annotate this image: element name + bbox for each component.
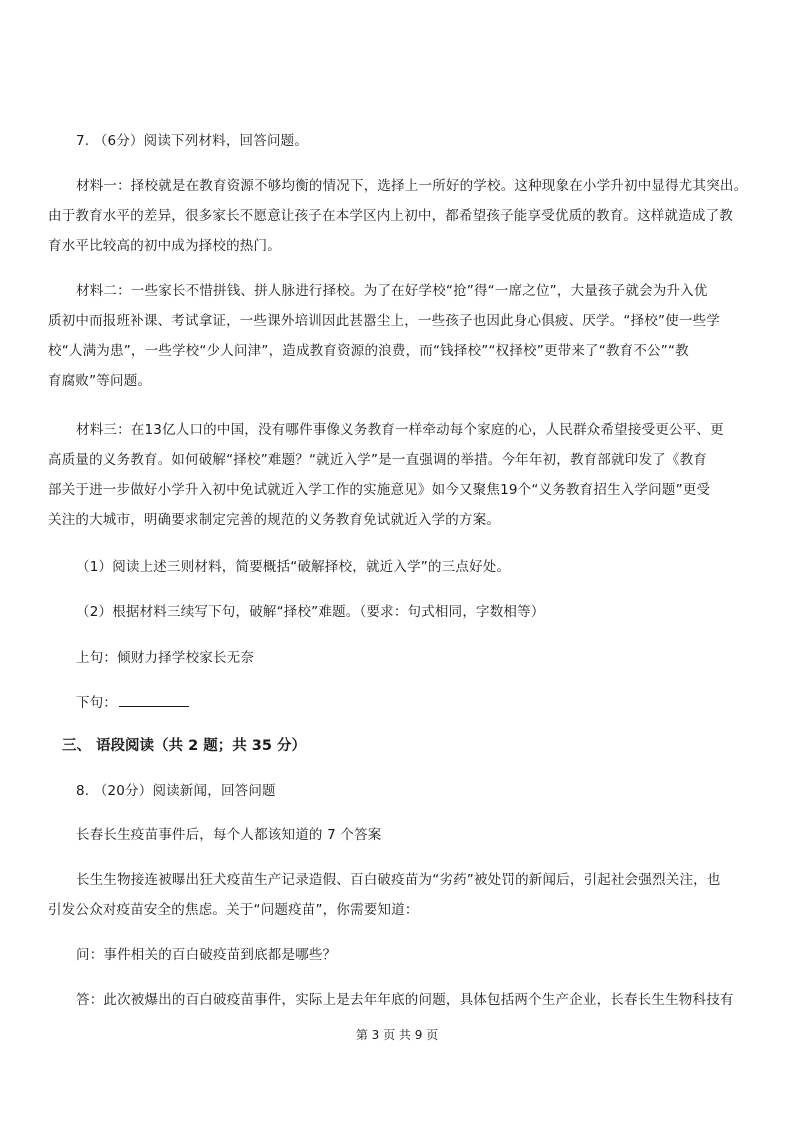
- material-2-line-4: 育腐败”等问题。: [48, 373, 152, 389]
- news-para-1-line-1: 长生生物接连被曝出狂犬疫苗生产记录造假、百白破疫苗为“劣药”被处罚的新闻后，引起社会强烈关注，也: [76, 872, 721, 888]
- material-2-line-1: 材料二：一些家长不惜拼钱、拼人脉进行择校。为了在好学校“抢”得“一席之位”，大量孩子就会为升入优: [76, 283, 708, 299]
- material-2-line-2: 质初中而报班补课、考试拿证，一些课外培训因此甚嚣尘上，一些孩子也因此身心俱疲、厌学。“择校”使一些学: [48, 313, 720, 329]
- lower-line: [76, 692, 189, 713]
- upper-line: 上句：倾财力择学校家长无奈: [76, 650, 255, 666]
- material-1-line-2: 由于教育水平的差异，很多家长不愿意让孩子在本学区内上初中，都希望孩子能享受优质的教育。这样就造成了教: [48, 208, 733, 224]
- news-para-1-line-2: 引发公众对疫苗安全的焦虑。关于“问题疫苗”，你需要知道：: [48, 902, 419, 918]
- section-3-heading: 三、 语段阅读（共 2 题；共 35 分）: [62, 738, 307, 754]
- material-3-line-3: 部关于进一步做好小学升入初中免试就近入学工作的实施意见》如今又聚焦19个“义务教育招生入学问题”更受: [48, 482, 711, 498]
- page-footer: 第 3 页 共 9 页: [355, 1028, 439, 1042]
- news-question: 问：事件相关的百白破疫苗到底都是哪些？: [76, 947, 337, 963]
- news-headline: 长春长生疫苗事件后，每个人都该知道的 7 个答案: [76, 827, 382, 843]
- material-3-line-2: 高质量的义务教育。如何破解“择校”难题？“就近入学”是一直强调的举措。今年年初，教育部就印发了《教育: [48, 452, 707, 468]
- material-1-line-3: 育水平比较高的初中成为择校的热门。: [48, 238, 281, 254]
- material-3-line-4: 关注的大城市，明确要求制定完善的规范的义务教育免试就近入学的方案。: [48, 512, 501, 528]
- material-3-line-1: 材料三：在13亿人口的中国，没有哪件事像义务教育一样牵动每个家庭的心，人民群众希望接受更公平、更: [76, 422, 724, 438]
- material-2-line-3: 校“人满为患”，一些学校“少人问津”，造成教育资源的浪费，而“钱择校”“权择校”更带来了“教育不公”“教: [48, 343, 689, 359]
- lower-line-label: 下句：: [76, 695, 118, 711]
- sub-question-1: （1）阅读上述三则材料，简要概括“破解择校，就近入学”的三点好处。: [76, 559, 511, 575]
- material-1-line-1: 材料一：择校就是在教育资源不够均衡的情况下，选择上一所好的学校。这种现象在小学升初中显得尤其突出。: [76, 178, 748, 194]
- answer-blank[interactable]: [119, 692, 189, 707]
- sub-question-2: （2）根据材料三续写下句，破解“择校”难题。（要求：句式相同，字数相等）: [76, 604, 545, 620]
- question-8-title: 8. （20分）阅读新闻，回答问题: [76, 783, 276, 799]
- question-7-title: 7. （6分）阅读下列材料，回答问题。: [76, 133, 309, 149]
- news-answer-line-1: 答：此次被爆出的百白破疫苗事件，实际上是去年年底的问题，具体包括两个生产企业，长春长生生物科技有: [76, 992, 734, 1008]
